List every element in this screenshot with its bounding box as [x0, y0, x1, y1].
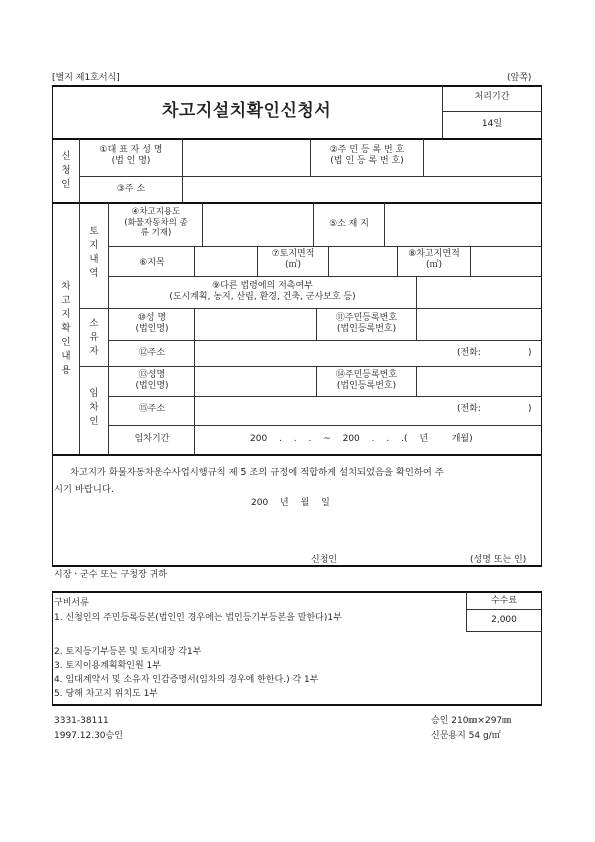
location-label: ⑤소 재 지 — [329, 219, 369, 229]
form-number-label: [별지 제1호서식] — [52, 73, 120, 83]
paper-size: 승인 210㎜×297㎜ — [431, 716, 512, 726]
owner-id-field[interactable] — [417, 309, 540, 339]
land-category-field[interactable] — [195, 247, 257, 275]
documents-top-border — [52, 591, 542, 593]
lease-period-label: 임차기간 — [134, 434, 170, 444]
owner-phone-close: ) — [528, 348, 532, 358]
page-side-label: (앞쪽) — [507, 73, 532, 83]
owner-phone-label: (전화: — [457, 348, 481, 358]
lessor-address-label: ⑮주소 — [138, 404, 166, 414]
land-area-field[interactable] — [329, 247, 397, 275]
document-item-1: 1. 신청인의 주민등록등본(법인인 경우에는 법인등기부등본을 말한다)1부 — [54, 613, 342, 623]
rep-id-label: ②주 민 등 록 번 호 (법 인 등 록 번 호) — [329, 145, 405, 167]
documents-header: 구비서류 — [54, 598, 89, 608]
fee-label: 수수료 — [490, 596, 518, 606]
owner-section-label: 소 유 자 — [89, 318, 99, 357]
confirm-label-divider — [79, 203, 80, 455]
lessor-id-label: ⑭주민등록번호 (법인등록번호) — [335, 370, 398, 392]
processing-period-label: 처리기간 — [474, 92, 510, 102]
location-field[interactable] — [385, 204, 540, 246]
lessor-row2-bottom — [108, 425, 542, 426]
owner-address-label: ⑫주소 — [138, 348, 166, 358]
fee-box-divider — [466, 609, 542, 610]
fee-value: 2,000 — [491, 615, 517, 625]
other-laws-field[interactable] — [417, 277, 540, 308]
lessor-section-label: 임 차 인 — [89, 388, 99, 427]
form-code: 3331-38111 — [54, 716, 109, 726]
land-category-label: ⑥지목 — [139, 258, 165, 268]
land-section-label: 토 지 내 역 — [89, 226, 99, 279]
owner-address-field[interactable] — [195, 341, 540, 365]
applicant-section-label: 신 청 인 — [61, 151, 71, 190]
confirm-section-label: 차 고 지 확 인 내 용 — [61, 281, 71, 376]
frame-bottom-border — [52, 565, 542, 567]
form-title: 차고지설치확인신청서 — [162, 101, 332, 121]
lessor-name-label: ⑬성명 (법인명) — [135, 370, 169, 392]
addressee: 시장ㆍ군수 또는 구청장 귀하 — [54, 570, 167, 580]
frame-left-border — [52, 85, 53, 566]
lessor-address-field[interactable] — [195, 397, 540, 424]
lease-period-value[interactable]: 200 . . . ~ 200 . . .( 년 개월) — [250, 434, 473, 444]
garage-use-label: ④차고지용도 (화물자동차의 종 류 기재) — [124, 207, 188, 239]
approval-date: 1997.12.30승인 — [54, 731, 123, 741]
applicant-address-field[interactable] — [183, 177, 540, 202]
garage-area-field[interactable] — [471, 247, 540, 275]
rep-name-label: ①대 표 자 성 명 (법 인 명) — [99, 145, 163, 167]
applicant-address-label: ③주 소 — [116, 184, 146, 194]
frame-top-border — [52, 85, 542, 87]
document-item-2: 2. 토지등기부등본 및 토지대장 각1부 — [54, 647, 202, 657]
rep-id-field[interactable] — [424, 140, 540, 176]
processing-period-divider — [442, 111, 542, 112]
signature-label: (성명 또는 인) — [470, 555, 527, 565]
rep-name-field[interactable] — [183, 140, 310, 176]
statement-date[interactable]: 200 년 월 일 — [251, 498, 330, 508]
land-area-label: ⑦토지면적 (㎡) — [271, 249, 315, 271]
owner-id-label: ⑪주민등록번호 (법인등록번호) — [335, 313, 398, 335]
lessor-row3-divider — [194, 425, 195, 455]
confirm-bottom-border — [52, 454, 542, 456]
document-item-5: 5. 당해 차고지 위치도 1부 — [54, 689, 159, 699]
garage-use-field[interactable] — [203, 204, 313, 246]
fee-box-bottom — [466, 631, 542, 632]
documents-left-border — [52, 591, 53, 705]
documents-bottom-border — [52, 704, 542, 706]
paper-type: 신문용지 54 g/㎡ — [431, 731, 501, 741]
owner-name-field[interactable] — [195, 309, 316, 339]
statement-line-2: 시기 바랍니다. — [54, 484, 114, 495]
garage-area-label: ⑧차고지면적 (㎡) — [408, 249, 460, 271]
lessor-name-field[interactable] — [195, 367, 316, 395]
statement-line-1: 차고지가 화물자동차운수사업시행규칙 제 5 조의 규정에 적합하게 설치되었음을 확인하여 주 — [70, 467, 444, 478]
document-item-4: 4. 임대계약서 및 소유자 인감증명서(임차의 경우에 한한다.) 각 1부 — [54, 675, 319, 685]
processing-period-value: 14일 — [481, 119, 503, 129]
lessor-id-field[interactable] — [417, 367, 540, 395]
confirm-sublabel-divider — [108, 203, 109, 455]
lessor-phone-close: ) — [528, 404, 532, 414]
applicant-sign-label: 신청인 — [311, 555, 338, 565]
owner-name-label: ⑩성 명 (법인명) — [135, 313, 169, 335]
document-item-3: 3. 토지이용계획확인원 1부 — [54, 661, 161, 671]
other-laws-label: ⑨다른 법령에의 저촉여부 (도시계획, 농지, 산림, 환경, 건축, 군사보호 등) — [169, 281, 356, 303]
lessor-phone-label: (전화: — [457, 404, 481, 414]
frame-right-border — [541, 85, 542, 566]
